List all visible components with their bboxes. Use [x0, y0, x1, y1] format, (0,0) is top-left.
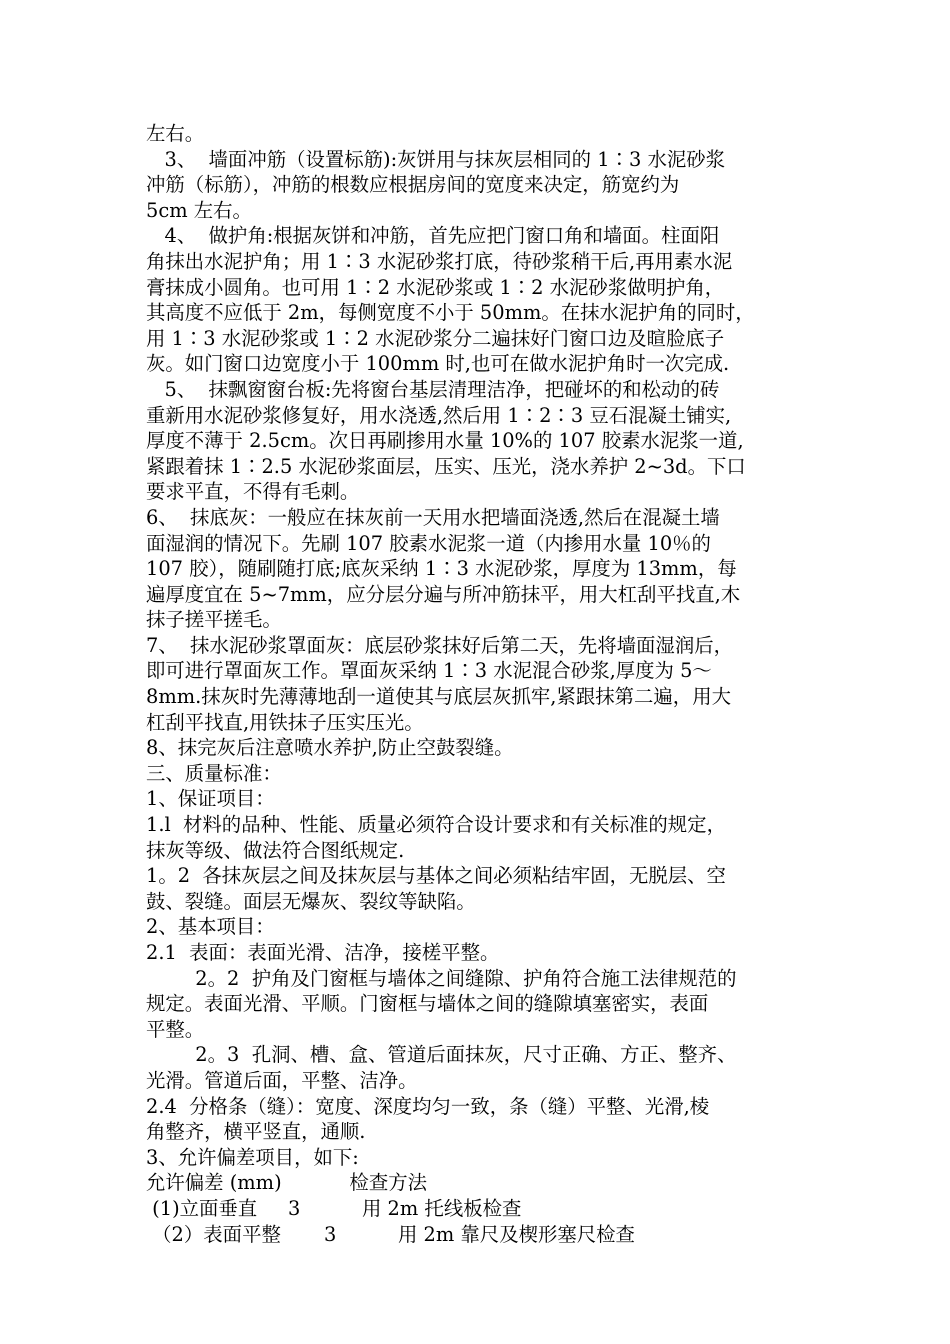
text-line: 灰。如门窗口边宽度小于 100mm 时,也可在做水泥护角时一次完成.	[146, 352, 730, 376]
text-line: 要求平直，不得有毛刺。	[146, 480, 360, 504]
text-line: 其高度不应低于 2m，每侧宽度不小于 50mm。在抹水泥护角的同时，	[146, 301, 755, 325]
text-line: 7、 抹水泥砂浆罩面灰：底层砂浆抹好后第二天，先将墙面湿润后，	[146, 633, 733, 657]
text-line: 8、抹完灰后注意喷水养护,防止空鼓裂缝。	[146, 736, 514, 760]
text-line: 左右。	[146, 122, 205, 145]
text-line: 抹灰等级、做法符合图纸规定.	[146, 838, 405, 862]
text-line: 2。2 护角及门窗框与墙体之间缝隙、护角符合施工法律规范的	[146, 966, 737, 990]
text-line: 角整齐，横平竖直，通顺.	[146, 1120, 366, 1144]
text-line: 107 胶），随刷随打底;底灰采纳 1∶3 水泥砂浆，厚度为 13mm，每	[146, 557, 737, 581]
tolerance-row: （2）表面平整 3 用 2m 靠尺及楔形塞尺检查	[146, 1222, 635, 1246]
text-line: 8mm.抹灰时先薄薄地刮一道使其与底层灰抓牢,紧跟抹第二遍，用大	[146, 685, 731, 709]
text-line: 2。3 孔洞、槽、盒、管道后面抹灰，尺寸正确、方正、整齐、	[146, 1043, 737, 1067]
text-line: 1。2 各抹灰层之间及抹灰层与基体之间必须粘结牢固，无脱层、空	[146, 864, 726, 888]
text-line: 冲筋（标筋），冲筋的根数应根据房间的宽度来决定，筋宽约为	[146, 173, 680, 197]
section-heading: 三、质量标准：	[146, 761, 282, 785]
text-line: 3、 墙面冲筋（设置标筋):灰饼用与抹灰层相同的 1∶3 水泥砂浆	[146, 147, 726, 171]
text-line: 用 1∶3 水泥砂浆或 1∶2 水泥砂浆分二遍抹好门窗口边及暄脸底子	[146, 326, 725, 350]
text-line: 2.4 分格条（缝）：宽度、深度均匀一致，条（缝）平整、光滑,棱	[146, 1094, 710, 1118]
text-line: 即可进行罩面灰工作。罩面灰采纳 1∶3 水泥混合砂浆,厚度为 5～	[146, 659, 712, 683]
text-line: 膏抹成小圆角。也可用 1∶2 水泥砂浆或 1∶2 水泥砂浆做明护角，	[146, 275, 725, 299]
text-line: 2、基本项目：	[146, 915, 275, 939]
text-line: 抹子搓平搓毛。	[146, 608, 282, 632]
tolerance-row: (1)立面垂直 3 用 2m 托线板检查	[146, 1196, 522, 1220]
text-line: 紧跟着抹 1∶2.5 水泥砂浆面层，压实、压光，浇水养护 2~3d。下口	[146, 454, 746, 478]
text-line: 面湿润的情况下。先刷 107 胶素水泥浆一道（内掺用水量 10％的	[146, 531, 711, 555]
text-line: 1、保证项目：	[146, 787, 275, 811]
text-line: 5cm 左右。	[146, 198, 252, 222]
text-line: 鼓、裂缝。面层无爆灰、裂纹等缺陷。	[146, 889, 476, 913]
text-line: 规定。表面光滑、平顺。门窗框与墙体之间的缝隙填塞密实，表面	[146, 992, 709, 1016]
text-line: 杠刮平找直,用铁抹子压实压光。	[146, 710, 424, 734]
text-line: 重新用水泥砂浆修复好，用水浇透,然后用 1∶2∶3 豆石混凝土铺实,	[146, 403, 732, 427]
text-line: 3、允许偏差项目，如下:	[146, 1145, 359, 1169]
text-line: 4、 做护角:根据灰饼和冲筋，首先应把门窗口角和墙面。柱面阳	[146, 224, 720, 248]
text-line: 5、 抹飘窗窗台板:先将窗台基层清理洁净，把碰坏的和松动的砖	[146, 377, 720, 401]
text-line: 1.l 材料的品种、性能、质量必须符合设计要求和有关标准的规定，	[146, 813, 726, 837]
text-line: 遍厚度宜在 5~7mm，应分层分遍与所冲筋抹平，用大杠刮平找直,木	[146, 582, 741, 606]
text-line: 6、 抹底灰：一般应在抹灰前一天用水把墙面浇透,然后在混凝土墙	[146, 505, 720, 529]
text-line: 角抹出水泥护角；用 1∶3 水泥砂浆打底，待砂浆稍干后,再用素水泥	[146, 249, 733, 273]
text-line: 光滑。管道后面，平整、洁净。	[146, 1068, 418, 1092]
text-line: 2.1 表面：表面光滑、洁净，接槎平整。	[146, 941, 500, 964]
document-body	[146, 121, 806, 1247]
tolerance-table-header: 允许偏差 (mm) 检查方法	[146, 1171, 427, 1195]
text-line: 平整。	[146, 1017, 205, 1041]
text-line: 厚度不薄于 2.5cm。次日再刷掺用水量 10%的 107 胶素水泥浆一道,	[146, 429, 744, 453]
